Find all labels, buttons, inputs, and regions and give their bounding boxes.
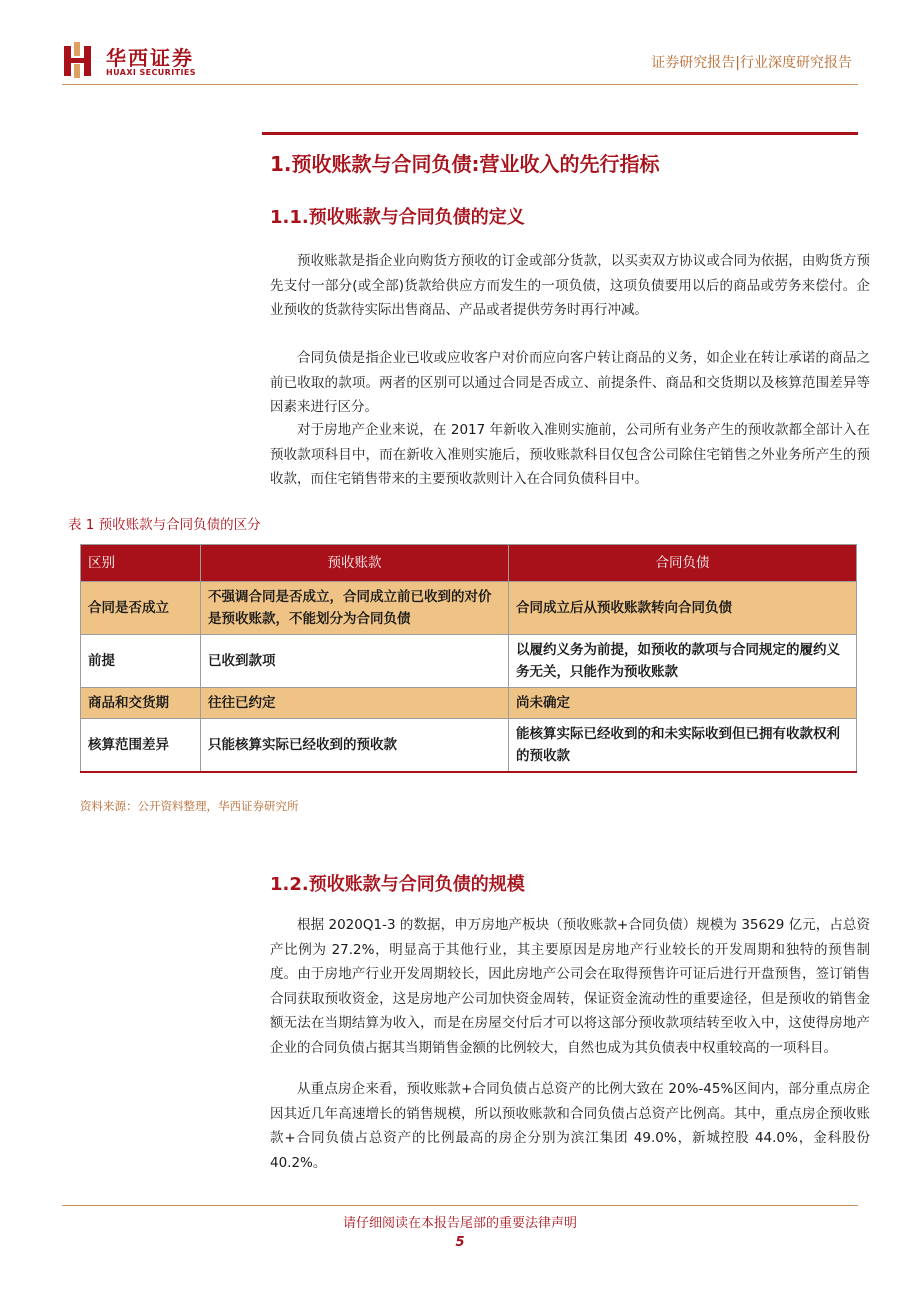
table-cell: 不强调合同是否成立，合同成立前已收到的对价是预收账款，不能划分为合同负债 (201, 582, 509, 635)
logo-chinese-name: 华西证券 (106, 46, 194, 70)
table-row (81, 635, 857, 688)
table-cell: 已收到款项 (201, 635, 509, 688)
paragraph-real-estate: 对于房地产企业来说，在 2017 年新收入准则实施前，公司所有业务产生的预收款都全部计入在预收款项科目中，而在新收入准则实施后，预收账款科目仅包含公司除住宅销售之外业务所产生的预收款，而住宅销售带来的主要预收款则计入在合同负债科目中。 (270, 422, 870, 487)
table-cell: 核算范围差异 (81, 719, 201, 773)
footer-divider (62, 1205, 858, 1206)
comparison-table (80, 544, 857, 773)
page-number: 5 (455, 1235, 465, 1250)
huaxi-logo-icon (62, 42, 96, 78)
table-header-row (81, 545, 857, 582)
section-rule (262, 132, 858, 135)
company-logo (62, 42, 202, 82)
table-cell: 合同成立后从预收账款转向合同负债 (509, 582, 857, 635)
table-cell: 以履约义务为前提，如预收的款项与合同规定的履约义务无关，只能作为预收账款 (509, 635, 857, 688)
table-header-cell: 合同负债 (509, 545, 857, 582)
subsection-title-scale: 1.2.预收账款与合同负债的规模 (270, 874, 525, 895)
table-cell: 往往已约定 (201, 688, 509, 719)
table-header-cell: 区别 (81, 545, 201, 582)
section-title: 1.预收账款与合同负债:营业收入的先行指标 (270, 152, 660, 176)
table-source-note: 资料来源：公开资料整理，华西证券研究所 (80, 799, 299, 813)
paragraph-sector-scale: 根据 2020Q1-3 的数据，申万房地产板块（预收账款+合同负债）规模为 35629 亿元，占总资产比例为 27.2%，明显高于其他行业，其主要原因是房地产行业较长的开发周期和独特的预售制度。由于房地产行业开发周期较长，因此房地产公司会在取得预售许可证后进行开盘预售，签订销售合同获取预收资金，这是房地产公司加快资金周转，保证资金流动性的重要途径，但是预收的销售金额无法在当期结算为收入，而是在房屋交付后才可以将这部分预收款项结转至收入中，这使得房地产企业的合同负债占据其当期销售金额的比例较大，自然也成为其负债表中权重较高的一项科目。 (270, 917, 870, 1056)
logo-english-name: HUAXI SECURITIES (106, 68, 196, 77)
table-cell: 合同是否成立 (81, 582, 201, 635)
paragraph-contract-liabilities: 合同负债是指企业已收或应收客户对价而应向客户转让商品的义务，如企业在转让承诺的商品之前已收取的款项。两者的区别可以通过合同是否成立、前提条件、商品和交货期以及核算范围差异等因素来进行区分。 (270, 350, 870, 415)
paragraph-advance-receipts: 预收账款是指企业向购货方预收的订金或部分货款，以买卖双方协议或合同为依据，由购货方预先支付一部分(或全部)货款给供应方而发生的一项负债，这项负债要用以后的商品或劳务来偿付。企业预收的货款待实际出售商品、产品或者提供劳务时再行冲减。 (270, 253, 870, 318)
table-row (81, 719, 857, 773)
table-cell: 前提 (81, 635, 201, 688)
table-header-cell: 预收账款 (201, 545, 509, 582)
subsection-title-definition: 1.1.预收账款与合同负债的定义 (270, 207, 525, 228)
table-title: 表 1 预收账款与合同负债的区分 (68, 517, 261, 533)
legal-disclaimer-note: 请仔细阅读在本报告尾部的重要法律声明 (342, 1216, 577, 1231)
table-cell: 商品和交货期 (81, 688, 201, 719)
table-row (81, 582, 857, 635)
report-type-label: 证券研究报告|行业深度研究报告 (651, 55, 852, 71)
paragraph-key-developers: 从重点房企来看，预收账款+合同负债占总资产的比例大致在 20%-45%区间内，部分重点房企因其近几年高速增长的销售规模，所以预收账款和合同负债占总资产比例高。其中，重点房企预收账款+合同负债占总资产的比例最高的房企分别为滨江集团 49.0%，新城控股 44.0%，金科股份 40.2%。 (270, 1081, 870, 1171)
header-divider (62, 84, 858, 85)
table-row (81, 688, 857, 719)
table-cell: 能核算实际已经收到的和未实际收到但已拥有收款权利的预收款 (509, 719, 857, 773)
table-cell: 只能核算实际已经收到的预收款 (201, 719, 509, 773)
table-cell: 尚未确定 (509, 688, 857, 719)
